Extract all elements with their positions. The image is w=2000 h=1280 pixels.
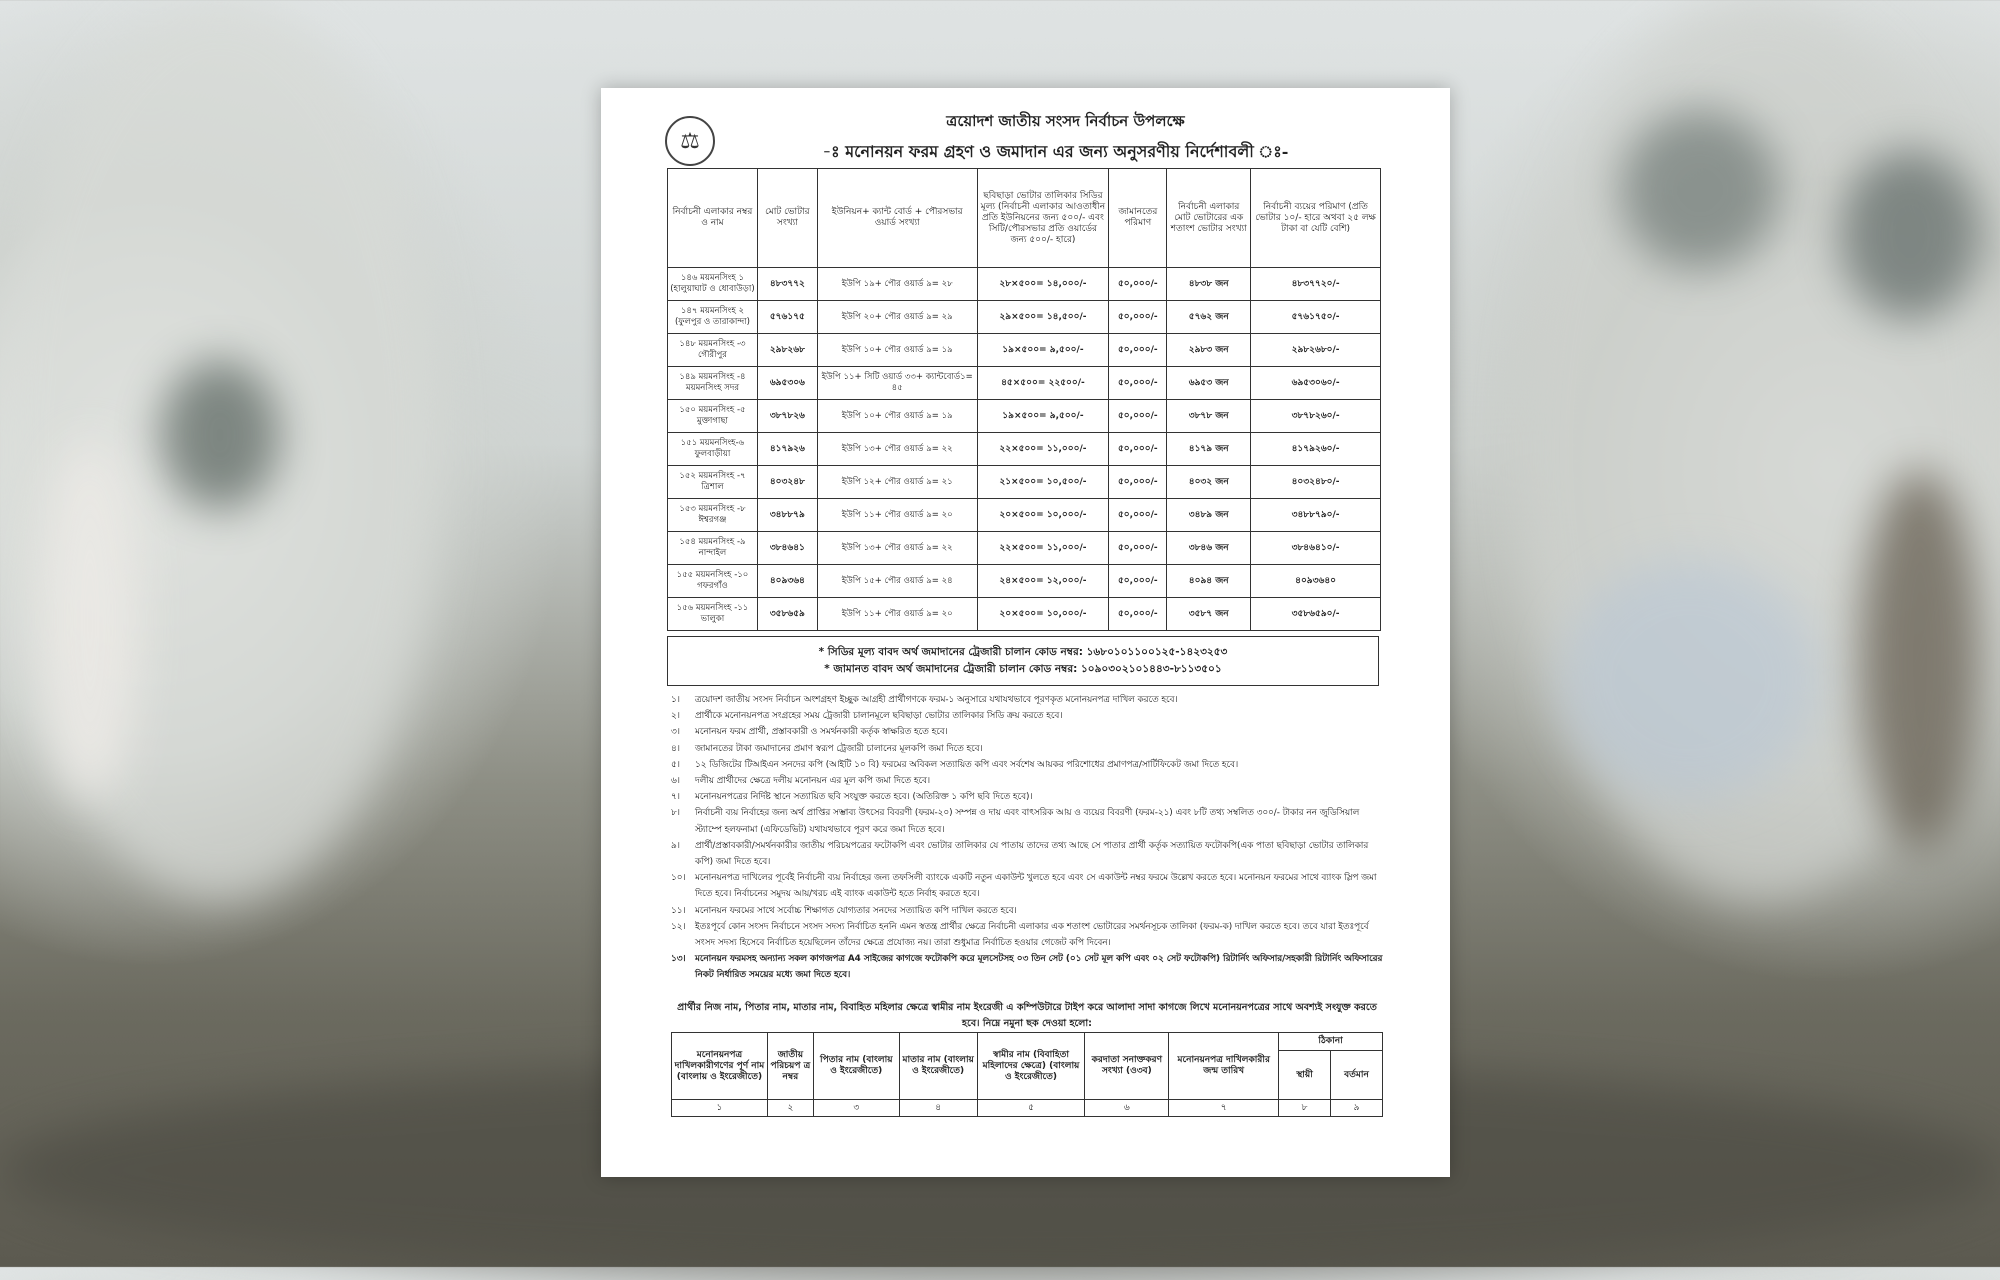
election-commission-emblem-icon: ⚖ (665, 116, 715, 166)
column-header: করদাতা সনাক্তকরণ সংখ্যা (ও৩ব) (1085, 1033, 1169, 1100)
column-header: বর্তমান (1331, 1051, 1383, 1100)
instruction-text: মনোনয়ন ফরম প্রার্থী, প্রস্তাবকারী ও সমর্থনকারী কর্তৃক স্বাক্ষরিত হতে হবে। (695, 727, 948, 738)
instruction-text: ইতঃপূর্বে কোন সংসদ নির্বাচনে সংসদ সদস্য নির্বাচিত হননি এমন স্বতন্ত্র প্রার্থীর ক্ষেত্রে নির্বাচনী এলাকার এক শতাংশ ভোটারের সমর্থনসূচক তালিকা (ফরম-ক) দাখিল করতে হবে। তবে যারা ইতঃপূর্বে সংসদ সদস্য হিসেবে নির্বাচিত হয়েছিলেন তাঁদের ক্ষেত্রে প্রযোজ্য নয়। তারা শুধুমাত্র নির্বাচিত হওয়ার গেজেট কপি দিবেন। (695, 921, 1369, 949)
table-cell: ২০×৫০০= ১০,০০০/- (977, 598, 1109, 631)
instruction-number: ১১। (671, 905, 686, 916)
table-cell: ৪৮৩৭৭২০/- (1251, 268, 1381, 301)
column-header: স্থায়ী (1279, 1051, 1331, 1100)
table-cell: ৩৫৮৬৫৯ (757, 598, 817, 631)
table-cell: ৩৪৮৯ জন (1167, 499, 1251, 532)
column-header: মনোনয়নপত্র দাখিলকারীর জন্ম তারিখ (1169, 1033, 1279, 1100)
sample-form-note: প্রার্থীর নিজ নাম, পিতার নাম, মাতার নাম, বিবাহিত মহিলার ক্ষেত্রে স্বামীর নাম ইংরেজী এ কম্পিউটারে টাইপ করে আলাদা সাদা কাগজে লিখে মনোনয়নপত্রের সাথে অবশ্যই সংযুক্ত করতে হবে। নিম্নে নমুনা ছক দেওয়া হলো: (677, 1002, 1377, 1029)
table-cell: ৬৯৫৩০৬ (757, 367, 817, 400)
table-cell: ৫০,০০০/- (1109, 499, 1167, 532)
table-cell: ৫৭৬১৭৫ (757, 301, 817, 334)
column-header: স্বামীর নাম (বিবাহিতা মহিলাদের ক্ষেত্রে) (বাংলায় ও ইংরেজীতে) (977, 1033, 1085, 1100)
table-row (668, 466, 1381, 499)
table-row (668, 598, 1381, 631)
table-cell: ১৪৬ ময়মনসিংহ ১ (হালুয়াঘাট ও ধোবাউড়া) (668, 268, 758, 301)
column-header: ইউনিয়ন+ ক্যান্ট বোর্ড + পৌরসভার ওয়ার্ড সংখ্যা (817, 169, 977, 268)
instruction-number: ২। (671, 711, 680, 722)
instruction-item (671, 692, 1383, 708)
table-cell: ২৯৮৩ জন (1167, 334, 1251, 367)
background-person (1860, 470, 1980, 850)
deposit-code-line: * জামানত বাবদ অর্থ জমাদানের ট্রেজারী চালান কোড নম্বর: ১০৯০৩০২১০১৪৪৩-৮১১৩৫০১ (824, 663, 1222, 675)
instruction-number: ৪। (671, 743, 680, 754)
table-cell: ১৯×৫০০= ৯,৫০০/- (977, 400, 1109, 433)
table-cell: ৫০,০০০/- (1109, 367, 1167, 400)
column-number: ৭ (1169, 1100, 1279, 1117)
cd-code-line: * সিডির মূল্য বাবদ অর্থ জমাদানের ট্রেজারী চালান কোড নম্বর: ১৬৮০১০১১০০১২৫-১৪২৩২৫৩ (818, 646, 1228, 658)
notice-header (601, 110, 1450, 166)
table-cell: ১৪৯ ময়মনসিংহ -৪ ময়মনসিংহ সদর (668, 367, 758, 400)
instruction-number: ৯। (671, 840, 680, 851)
notice-title: ত্রয়োদশ জাতীয় সংসদ নির্বাচন উপলক্ষে (946, 112, 1185, 130)
table-cell: ১৪৮ ময়মনসিংহ -৩ গৌরীপুর (668, 334, 758, 367)
instruction-number: ১০। (671, 873, 686, 884)
column-number: ৩ (813, 1100, 899, 1117)
table-cell: ১৫৬ ময়মনসিংহ -১১ ভালুকা (668, 598, 758, 631)
background-graffiti (1560, 560, 1820, 800)
notice-subtitle: -ঃ মনোনয়ন ফরম গ্রহণ ও জমাদান এর জন্য অনুসরণীয় নির্দেশাবলী ঃ- (822, 142, 1289, 161)
column-header: জাতীয় পরিচয়প ত্র নম্বর (767, 1033, 813, 1100)
table-cell: ইউপি ১৫+ পৌর ওয়ার্ড ৯= ২৪ (817, 565, 977, 598)
table-row (668, 301, 1381, 334)
instruction-item (671, 903, 1383, 919)
table-row (668, 268, 1381, 301)
table-cell: ৫৭৬২ জন (1167, 301, 1251, 334)
instruction-number: ১২। (671, 921, 686, 932)
table-cell: ইউপি ১৩+ পৌর ওয়ার্ড ৯= ২২ (817, 433, 977, 466)
instruction-number: ৭। (671, 792, 680, 803)
background-window (160, 360, 280, 510)
table-cell: ৩৪৮৮৭৯ (757, 499, 817, 532)
table-cell: ৪০৯৩৬৪ (757, 565, 817, 598)
column-number: ৮ (1279, 1100, 1331, 1117)
table-row (668, 433, 1381, 466)
table-cell: ৫০,০০০/- (1109, 433, 1167, 466)
table-cell: ৪৫×৫০০= ২২৫০০/- (977, 367, 1109, 400)
table-row (668, 499, 1381, 532)
table-cell: ৬৯৫৩ জন (1167, 367, 1251, 400)
instruction-item (671, 724, 1383, 740)
instruction-text: মনোনয়নপত্রের নির্দিষ্ট স্থানে সত্যায়িত ছবি সংযুক্ত করতে হবে। (অতিরিক্ত ১ কপি ছবি দিতে হবে)। (695, 792, 1033, 803)
table-cell: ৫০,০০০/- (1109, 400, 1167, 433)
table-cell: ৫০,০০০/- (1109, 598, 1167, 631)
table-cell: ৪১৭৯২৬০/- (1251, 433, 1381, 466)
instruction-item (671, 773, 1383, 789)
table-cell: ৪৮৩৭৭২ (757, 268, 817, 301)
table-row (668, 532, 1381, 565)
table-cell: ৪১৭৯ জন (1167, 433, 1251, 466)
table-cell: ২২×৫০০= ১১,০০০/- (977, 532, 1109, 565)
table-cell: ৪০৩২ জন (1167, 466, 1251, 499)
table-cell: ইউপি ২০+ পৌর ওয়ার্ড ৯= ২৯ (817, 301, 977, 334)
table-cell: ৪১৭৯২৬ (757, 433, 817, 466)
table-cell: ১৫০ ময়মনসিংহ -৫ মুক্তাগাছা (668, 400, 758, 433)
instruction-number: ১। (671, 695, 680, 705)
table-row (668, 565, 1381, 598)
table-cell: ২২×৫০০= ১১,০০০/- (977, 433, 1109, 466)
instruction-text: নির্বাচনী ব্যয় নির্বাহের জন্য অর্থ প্রাপ্তির সম্ভাব্য উৎসের বিবরণী (ফরম-২০) সম্পন্ন ও দায় এবং বাৎসরিক আয় ও ব্যয়ের বিবরণী (ফরম-২১) এবং ৮টি তথ্য সম্বলিত ৩০০/- টাকার নন জুডিসিয়াল স্ট্যাম্পে হলফনামা (এফিডেভিট) যথাযথভাবে পূরণ করে জমা দিতে হবে। (695, 808, 1360, 835)
table-cell: ৪০৩২৪৮০/- (1251, 466, 1381, 499)
background-person (40, 440, 140, 800)
table-cell: ১৯×৫০০= ৯,৫০০/- (977, 334, 1109, 367)
table-cell: ৩৪৮৮৭৯০/- (1251, 499, 1381, 532)
table-cell: ৩৮৭৮২৬ (757, 400, 817, 433)
column-header: মনোনয়নপত্র দাখিলকারীগণের পূর্ণ নাম (বাংলায় ও ইংরেজীতে) (672, 1033, 768, 1100)
table-cell: ইউপি ১২+ পৌর ওয়ার্ড ৯= ২১ (817, 466, 977, 499)
instruction-text: জামানতের টাকা জমাদানের প্রমাণ স্বরূপ ট্রেজারী চালানের মূলকপি জমা দিতে হবে। (695, 743, 983, 754)
column-number: ৫ (977, 1100, 1085, 1117)
column-header: নির্বাচনী এলাকার মোট ভোটারের এক শতাংশ ভোটার সংখ্যা (1167, 169, 1251, 268)
column-header: পিতার নাম (বাংলায় ও ইংরেজীতে) (813, 1033, 899, 1100)
table-cell: ১৫৫ ময়মনসিংহ -১০ গফরগাঁও (668, 565, 758, 598)
table-cell: ৫০,০০০/- (1109, 532, 1167, 565)
table-cell: ইউপি ১১+ পৌর ওয়ার্ড ৯= ২০ (817, 499, 977, 532)
table-header-row (668, 169, 1381, 268)
table-cell: ১৫৩ ময়মনসিংহ -৮ ঈশ্বরগঞ্জ (668, 499, 758, 532)
instruction-number: ৩। (671, 727, 680, 738)
instruction-text: দলীয় প্রার্থীদের ক্ষেত্রে দলীয় মনোনয়ন এর মূল কপি জমা দিতে হবে। (695, 776, 931, 787)
instruction-text: মনোনয়ন ফরমের সাথে সর্বোচ্চ শিক্ষাগত যোগ্যতার সনদের সত্যায়িত কপি দাখিল করতে হবে। (695, 905, 1017, 916)
notice-sheet (601, 88, 1450, 1177)
column-header: মাতার নাম (বাংলায় ও ইংরেজীতে) (899, 1033, 977, 1100)
instruction-item (671, 789, 1383, 805)
instruction-number: ৬। (671, 776, 680, 787)
instruction-item (671, 951, 1383, 983)
instruction-text: মনোনয়ন ফরমসহ অন্যান্য সকল কাগজপত্র A4 সাইজের কাগজে ফটোকপি করে মূলসেটসহ ০৩ তিন সেট (০১ সেট মূল কপি এবং ০২ সেট ফটোকপি) রিটার্নিং অফিসার/সহকারী রিটার্নিং অফিসারের নিকট নির্ধারিত সময়ের মধ্যে জমা দিতে হবে। (695, 954, 1383, 981)
instruction-text: ১২ ডিজিটের টিআইএন সনদের কপি (আইটি ১০ বি) ফরমের অবিকল সত্যায়িত কপি এবং সর্বশেষ আয়কর পরিশোধের প্রমাণপত্র/সার্টিফিকেট জমা দিতে হবে। (695, 759, 1239, 770)
table-cell: ৫৭৬১৭৫০/- (1251, 301, 1381, 334)
column-header: নির্বাচনী এলাকার নম্বর ও নাম (668, 169, 758, 268)
table-cell: ৪০৯৪ জন (1167, 565, 1251, 598)
column-header: ছবিছাড়া ভোটার তালিকার সিডির মূল্য (নির্বাচনী এলাকার আওতাধীন প্রতি ইউনিয়নের জন্য ৫০০/- এবং সিটি/পৌরসভার প্রতি ওয়ার্ডের জন্য ৫০০/- হারে) (977, 169, 1109, 268)
table-cell: ৫০,০০০/- (1109, 334, 1167, 367)
instruction-item (671, 708, 1383, 724)
table-cell: ২৮×৫০০= ১৪,০০০/- (977, 268, 1109, 301)
table-cell: ইউপি ১৯+ পৌর ওয়ার্ড ৯= ২৮ (817, 268, 977, 301)
table-header-row (672, 1033, 1383, 1051)
table-cell: ইউপি ১১+ পৌর ওয়ার্ড ৯= ২০ (817, 598, 977, 631)
table-cell: ৩৮৪৬৪১০/- (1251, 532, 1381, 565)
table-cell: ২৯৮২৬৮ (757, 334, 817, 367)
column-number: ৪ (899, 1100, 977, 1117)
table-cell: ৩৮৪৬ জন (1167, 532, 1251, 565)
table-cell: ইউপি ১০+ পৌর ওয়ার্ড ৯= ১৯ (817, 334, 977, 367)
instruction-item (671, 741, 1383, 757)
table-cell: ৩৮৭৮ জন (1167, 400, 1251, 433)
column-number: ২ (767, 1100, 813, 1117)
instruction-number: ১৩। (671, 954, 686, 965)
table-cell: ৫০,০০০/- (1109, 301, 1167, 334)
table-cell: ৩৮৭৮২৬০/- (1251, 400, 1381, 433)
instruction-number: ৮। (671, 808, 680, 819)
table-cell: ৪৮৩৮ জন (1167, 268, 1251, 301)
table-cell: ৫০,০০০/- (1109, 565, 1167, 598)
table-row (668, 400, 1381, 433)
table-cell: ১৫২ ময়মনসিংহ -৭ ত্রিশাল (668, 466, 758, 499)
column-number: ৬ (1085, 1100, 1169, 1117)
instruction-item (671, 870, 1383, 902)
table-cell: ১৫১ ময়মনসিংহ-৬ ফুলবাড়ীয়া (668, 433, 758, 466)
instruction-text: প্রার্থী/প্রস্তাবকারী/সমর্থনকারীর জাতীয় পরিচয়পত্রের ফটোকপি এবং ভোটার তালিকার যে পাতায় তাদের তথ্য আছে সে পাতার প্রার্থী কর্তৃক সত্যায়িত ফটোকপি(এক পাতা ছবিছাড়া ভোটার তালিকার কপি) জমা দিতে হবে। (695, 840, 1369, 868)
instruction-text: মনোনয়নপত্র দাখিলের পূর্বেই নির্বাচনী ব্যয় নির্বাহের জন্য তফসিলী ব্যাংকে একটি নতুন একাউন্ট খুলতে হবে এবং সে একাউন্ট নম্বর ফরমে উল্লেখ করতে হবে। মনোনয়ন ফরমের সাথে ব্যাংক স্লিপ জমা দিতে হবে। নির্বাচনের সমুদয় আয়/খরচ এই ব্যাংক একাউন্ট হতে নির্বাহ করতে হবে। (695, 873, 1377, 900)
instruction-item (671, 757, 1383, 773)
table-cell: ৩৫৮৭ জন (1167, 598, 1251, 631)
column-header: নির্বাচনী ব্যয়ের পরিমাণ (প্রতি ভোটার ১০/- হারে অথবা ২৫ লক্ষ টাকা বা যেটি বেশি) (1251, 169, 1381, 268)
table-cell: ২০×৫০০= ১০,০০০/- (977, 499, 1109, 532)
instruction-list (671, 692, 1383, 984)
background-window (1620, 110, 1780, 270)
instruction-item (671, 838, 1383, 870)
table-cell: ১৫৪ ময়মনসিংহ -৯ নান্দাইল (668, 532, 758, 565)
column-number: ৯ (1331, 1100, 1383, 1117)
address-header: ঠিকানা (1279, 1033, 1383, 1051)
column-number: ১ (672, 1100, 768, 1117)
table-cell: ৪০৯৩৬৪০ (1251, 565, 1381, 598)
instruction-item (671, 919, 1383, 951)
sample-format-table (671, 1032, 1383, 1117)
table-cell: ৬৯৫৩০৬০/- (1251, 367, 1381, 400)
table-cell: ১৪৭ ময়মনসিংহ ২ (ফুলপুর ও তারাকান্দা) (668, 301, 758, 334)
table-cell: ৫০,০০০/- (1109, 268, 1167, 301)
table-number-row (672, 1100, 1383, 1117)
table-cell: ২৪×৫০০= ১২,০০০/- (977, 565, 1109, 598)
table-cell: ইউপি ১০+ পৌর ওয়ার্ড ৯= ১৯ (817, 400, 977, 433)
treasury-code-box (667, 636, 1379, 686)
instruction-text: ত্রয়োদশ জাতীয় সংসদ নির্বাচন অংশগ্রহণ ইচ্ছুক আগ্রহী প্রার্থীগণকে ফরম-১ অনুসারে যথাযথভাবে পূরণকৃত মনোনয়নপত্র দাখিল করতে হবে। (695, 695, 1178, 705)
instruction-item (671, 805, 1383, 837)
table-cell: ইউপি ১৩+ পৌর ওয়ার্ড ৯= ২২ (817, 532, 977, 565)
column-header: জামানতের পরিমাণ (1109, 169, 1167, 268)
table-row (668, 334, 1381, 367)
table-cell: ৪০৩২৪৮ (757, 466, 817, 499)
table-row (668, 367, 1381, 400)
table-cell: ৩৮৪৬৪১ (757, 532, 817, 565)
table-cell: ২১×৫০০= ১০,৫০০/- (977, 466, 1109, 499)
constituency-table (667, 168, 1381, 631)
table-cell: ২৯৮২৬৮০/- (1251, 334, 1381, 367)
table-cell: ২৯×৫০০= ১৪,৫০০/- (977, 301, 1109, 334)
background-window (1840, 150, 1980, 320)
instruction-number: ৫। (671, 759, 680, 770)
instruction-text: প্রার্থীকে মনোনয়নপত্র সংগ্রহের সময় ট্রেজারী চালানমূলে ছবিছাড়া ভোটার তালিকার সিডি ক্রয় করতে হবে। (695, 711, 1063, 722)
table-cell: ইউপি ১১+ সিটি ওয়ার্ড ৩৩+ ক্যান্টবোর্ড১= ৪৫ (817, 367, 977, 400)
table-cell: ৫০,০০০/- (1109, 466, 1167, 499)
table-cell: ৩৫৮৬৫৯০/- (1251, 598, 1381, 631)
column-header: মোট ভোটার সংখ্যা (757, 169, 817, 268)
